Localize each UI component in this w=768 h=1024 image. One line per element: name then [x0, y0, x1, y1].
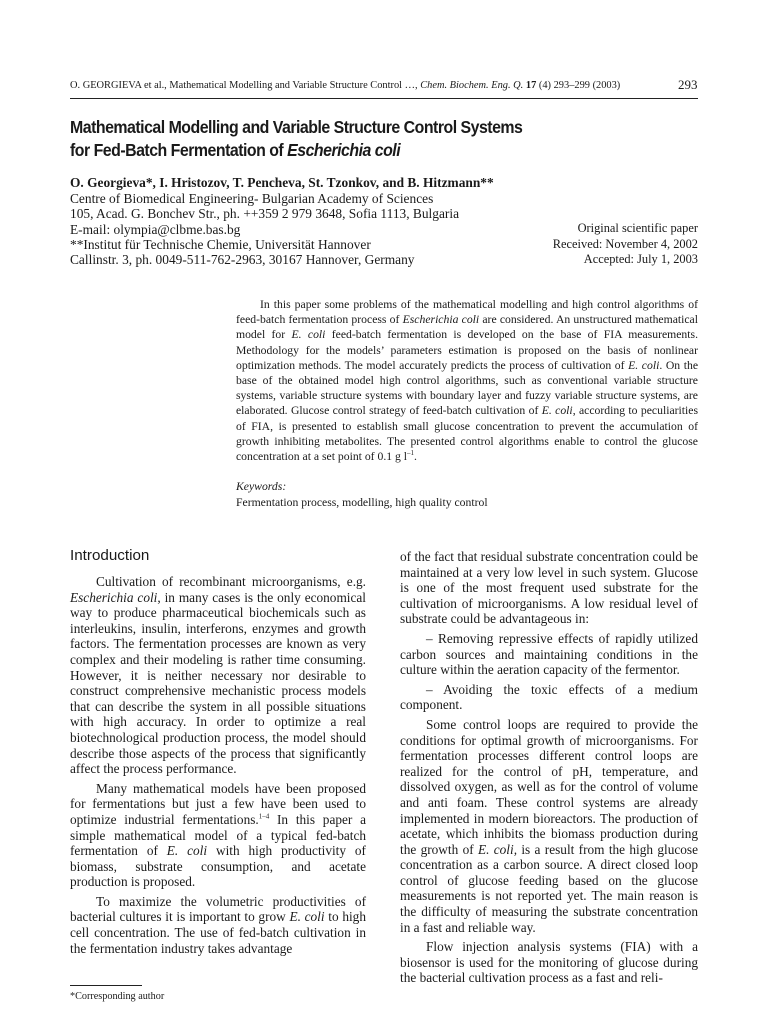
organism-name: E. coli — [166, 843, 208, 859]
affiliation-line: Callinstr. 3, ph. 0049-511-762-2963, 30167 Hannover, Germany — [70, 252, 415, 268]
affiliation-email: E-mail: olympia@clbme.bas.bg — [70, 221, 241, 237]
abstract-text: are considered. An unstructured mathematical model for — [236, 313, 698, 342]
abstract-text: feed-batch fermentation is developed on the base of FIA measurements. Methodology for the models’ parameters estimation is proposed on the basis of nonlinear optimization methods. The model accurately predicts the process of cultivation of — [236, 328, 698, 372]
title-line-2 — [70, 139, 640, 162]
running-head: O. GEORGIEVA et al., Mathematical Modelling and Variable Structure Control …, — [70, 80, 418, 91]
body-text: to high cell concentration. The use of fed-batch cultivation in the fermentation industry takes advantage — [70, 909, 366, 956]
journal-issue: (4) 293–299 (2003) — [538, 80, 621, 91]
journal-volume: 17 — [525, 80, 537, 91]
title-line-2-text: for Fed-Batch Fermentation of — [70, 140, 288, 160]
body-paragraph — [70, 574, 366, 777]
body-text: In this paper a simple mathematical model of a typical fed-batch fermentation of — [70, 811, 366, 859]
body-column-left — [70, 574, 366, 960]
organism-name: E. coli — [289, 909, 325, 925]
citation-reference[interactable]: 1–4 — [258, 812, 270, 821]
body-paragraph — [70, 781, 366, 890]
body-text: is a result from the high glucose concentration as a carbon source. A direct closed loop control of glucose feeding based on the glucose measurements is not reported yet. The main reason is the difficulty of measuring the substrate concentration in a fast and reliable way. — [400, 841, 698, 935]
organism-name: Escherichia coli — [402, 313, 480, 327]
organism-name: E. coli — [541, 404, 573, 418]
body-paragraph — [70, 894, 366, 956]
accepted-date: Accepted: July 1, 2003 — [583, 252, 698, 267]
abstract-text: , according to peculiarities of FIA, is presented to establish small glucose concentration to prevent the accumulation of growth inhibiting metabolites. The presented control algorithms enable to control the glucose concentration at a set point of 0.1 g l — [236, 404, 698, 464]
paper-type: Original scientific paper — [577, 221, 698, 235]
organism-name: E. coli — [628, 358, 660, 372]
body-text: Many mathematical models have been proposed for fermentations but just a few have been used to optimize industrial fermentations. — [70, 780, 366, 827]
body-text: Cultivation of recombinant microorganisms, e.g. — [96, 574, 366, 589]
keywords-label: Keywords: — [236, 480, 287, 493]
header-rule — [70, 98, 698, 99]
organism-name: E. coli, — [477, 841, 518, 857]
affiliations — [70, 191, 459, 267]
body-text: , in many cases is the only economical way to produce pharmaceutical biochemicals such as interleukins, insulin, interferons, enzymes and growth factors. The fermentation processes are known as very complex and their modeling is rather time consuming. However, it is neither necessary nor desirable to construct comprehensive mechanistic process models that can describe the system in all possible situations with high accuracy. In order to optimize a real biotechnological production process, the model should describe those aspects of the process that significantly affect the process performance. — [70, 589, 366, 777]
title-line-1: Mathematical Modelling and Variable Structure Control Systems — [70, 117, 523, 137]
affiliation-line: **Institut für Technische Chemie, Universität Hannover — [70, 236, 371, 252]
body-text: with high productivity of biomass, substrate consumption, and acetate production is proposed. — [70, 843, 366, 890]
body-text: Some control loops are required to provide the conditions for optimal growth of microorganisms. For fermentation processes different control loops are realized for the control of pH, temperature, and dissolved oxygen, as well as for the control of volume and anti foam. These control systems are already implemented in modern bioreactors. The production of acetate, which inhibits the biomass production during the growth of — [400, 716, 698, 857]
title-organism: Escherichia coli — [287, 140, 401, 160]
affiliation-line: Centre of Biomedical Engineering- Bulgarian Academy of Sciences — [70, 191, 434, 206]
body-paragraph — [400, 717, 698, 935]
body-column-right — [400, 549, 698, 990]
author-list: O. Georgieva*, I. Hristozov, T. Pencheva, St. Tzonkov, and B. Hitzmann** — [70, 175, 494, 190]
received-date: Received: November 4, 2002 — [552, 236, 698, 251]
paper-title — [70, 116, 640, 162]
abstract-text: . — [414, 450, 417, 464]
footnote: *Corresponding author — [70, 991, 165, 1002]
body-paragraph: of the fact that residual substrate concentration could be maintained at a very low level in such system. Glucose is one of the most frequent used substrate for the cultivation of microorganisms. A low residual level of substrate could be advantageous in: — [400, 549, 698, 627]
footnote-rule — [70, 985, 142, 986]
body-text: To maximize the volumetric productivities of bacterial cultures it is important to grow — [70, 893, 366, 925]
section-heading-introduction: Introduction — [70, 547, 150, 564]
organism-name: Escherichia coli — [70, 589, 158, 605]
page-number: 293 — [678, 77, 698, 92]
affiliation-line: 105, Acad. G. Bonchev Str., ph. ++359 2 979 3648, Sofia 1113, Bulgaria — [70, 206, 460, 222]
paper-meta — [470, 221, 698, 268]
journal-name: Chem. Biochem. Eng. Q. — [420, 80, 524, 91]
abstract-text: In this paper some problems of the mathematical modelling and high control algorithms of feed-batch fermentation process of — [236, 298, 698, 327]
organism-name: E. coli — [291, 328, 326, 342]
keywords-text: Fermentation process, modelling, high quality control — [236, 496, 488, 509]
body-paragraph: Flow injection analysis systems (FIA) with a biosensor is used for the monitoring of glucose during the bacterial cultivation process as a fast and reli- — [400, 939, 698, 986]
abstract-paragraph — [236, 297, 698, 464]
body-paragraph: – Removing repressive effects of rapidly utilized carbon sources and maintaining conditions in the culture within the aeration capacity of the fermentor. — [400, 630, 698, 678]
body-paragraph: – Avoiding the toxic effects of a medium component. — [400, 681, 698, 713]
unit-exponent: –1 — [407, 449, 415, 458]
running-header — [70, 80, 620, 91]
abstract-text: . On the base of the obtained model high control algorithms, such as conventional variable structure systems, variable structure systems with boundary layer and fuzzy variable structure systems, are elaborated. Glucose control strategy of feed-batch cultivation of — [236, 358, 699, 418]
abstract — [236, 297, 698, 464]
